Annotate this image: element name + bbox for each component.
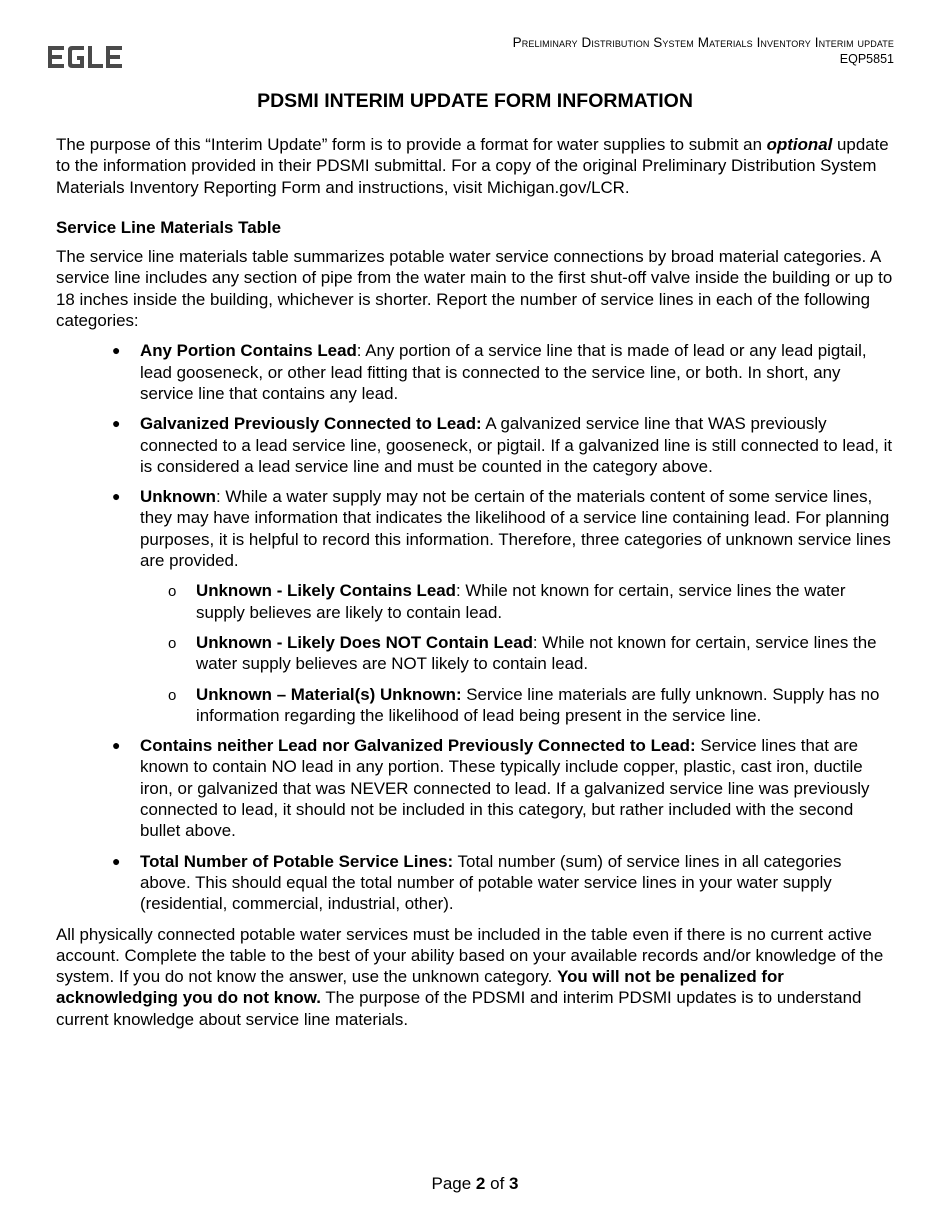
bullet-text: Service lines that are known to contain NO lead in any portion. These typically include copper, plastic, cast iron, ductile iron, or galvanized that was NEVER connected to lead. If a galvanized service line was previously connected to lead, it should not be included in this category, but rather included with the second bullet above. bbox=[140, 736, 870, 841]
section-heading: Service Line Materials Table bbox=[56, 217, 281, 237]
closing-text-2: The purpose of the PDSMI and interim PDSMI updates is to understand current knowledge about service line materials. bbox=[56, 988, 862, 1029]
bullet-term: Galvanized Previously Connected to Lead: bbox=[140, 414, 482, 434]
section-paragraph: The service line materials table summarizes potable water service connections by broad material categories. A service line includes any section of pipe from the water main to the first shut-off valve inside the building or up to 18 inches inside the building, whichever is shorter. Report the number of service lines in each of the following categories: bbox=[56, 247, 893, 331]
list-item bbox=[56, 413, 896, 477]
page-title: PDSMI INTERIM UPDATE FORM INFORMATION bbox=[257, 90, 693, 112]
sub-term: Unknown - Likely Does NOT Contain Lead bbox=[196, 632, 533, 652]
bullet-text: : Any portion of a service line that is made of lead or any lead pigtail, lead gooseneck, or other lead fitting that is connected to the service line, or both. In short, any service line that contains any lead. bbox=[140, 341, 867, 403]
sub-text: : While not known for certain, service lines the water supply believes are NOT likely to contain lead. bbox=[196, 632, 877, 674]
page-number: 2 bbox=[475, 1174, 486, 1193]
bullet-term: Unknown bbox=[140, 487, 216, 507]
list-item bbox=[56, 735, 896, 841]
bullet-term: Any Portion Contains Lead bbox=[140, 341, 357, 361]
bullet-text: A galvanized service line that WAS previously connected to a lead service line, gooseneck, or pigtail. If a galvanized line is still connected to lead, it is considered a lead service line and must be counted in the category above. bbox=[140, 414, 893, 476]
bullet-icon: ● bbox=[112, 488, 121, 505]
bullet-text: : While a water supply may not be certain of the materials content of some service lines, they may have information that indicates the likelihood of a service line containing lead. For planning purposes, it is helpful to record this information. Therefore, three categories of unknown service lines are provided. bbox=[140, 487, 891, 571]
intro-text-1: The purpose of this “Interim Update” form is to provide a format for water supplies to submit an bbox=[56, 135, 767, 154]
document-header bbox=[513, 34, 894, 68]
sub-text: : While not known for certain, service lines the water supply believes are likely to contain lead. bbox=[196, 581, 846, 622]
sub-list-item bbox=[140, 580, 896, 623]
unknown-sublist bbox=[140, 580, 896, 726]
closing-paragraph bbox=[56, 924, 896, 1030]
bullet-term: Contains neither Lead nor Galvanized Previously Connected to Lead: bbox=[140, 736, 696, 756]
sub-term: Unknown - Likely Contains Lead bbox=[196, 581, 456, 601]
egle-logo bbox=[48, 44, 128, 70]
closing-text-1: All physically connected potable water services must be included in the table even if there is no current active account. Complete the table to the best of your ability based on your available records and/or knowledge of the system. If you do not know the answer, use the unknown category. bbox=[56, 924, 884, 987]
sub-term: Unknown – Material(s) Unknown: bbox=[196, 684, 462, 704]
page-total: 3 bbox=[509, 1174, 519, 1193]
bullet-icon: ● bbox=[112, 342, 121, 359]
page-footer bbox=[0, 1174, 950, 1194]
document-title-header: Preliminary Distribution System Materials Inventory Interim update bbox=[512, 35, 894, 50]
document-body bbox=[56, 134, 896, 1030]
sub-list-item bbox=[140, 684, 896, 727]
bullet-icon: ● bbox=[112, 852, 121, 869]
document-code: EQP5851 bbox=[839, 52, 894, 66]
bullet-icon: ● bbox=[112, 737, 121, 754]
category-list bbox=[56, 340, 896, 914]
bullet-term: Total Number of Potable Service Lines: bbox=[140, 851, 454, 871]
of-word: of bbox=[490, 1174, 505, 1193]
list-item bbox=[56, 340, 896, 404]
bullet-icon: ● bbox=[112, 415, 121, 432]
circle-bullet-icon: o bbox=[168, 583, 177, 601]
list-item bbox=[56, 851, 896, 915]
closing-bold: You will not be penalized for acknowledging you do not know. bbox=[56, 967, 784, 1008]
sub-text: Service line materials are fully unknown. Supply has no information regarding the likelihood of lead being present in the service line. bbox=[196, 684, 880, 725]
intro-text-2: update to the information provided in their PDSMI submittal. For a copy of the original Preliminary Distribution System Materials Inventory Reporting Form and instructions, visit Michigan.gov/LCR. bbox=[56, 135, 889, 197]
list-item bbox=[56, 486, 896, 726]
circle-bullet-icon: o bbox=[168, 686, 177, 704]
bullet-text: Total number (sum) of service lines in all categories above. This should equal the total number of potable water service lines in your water supply (residential, commercial, industrial, other). bbox=[140, 851, 842, 914]
intro-emphasis: optional bbox=[766, 135, 833, 154]
intro-paragraph bbox=[56, 134, 896, 198]
sub-list-item bbox=[140, 632, 896, 675]
page-word: Page bbox=[431, 1174, 472, 1193]
circle-bullet-icon: o bbox=[168, 634, 177, 652]
